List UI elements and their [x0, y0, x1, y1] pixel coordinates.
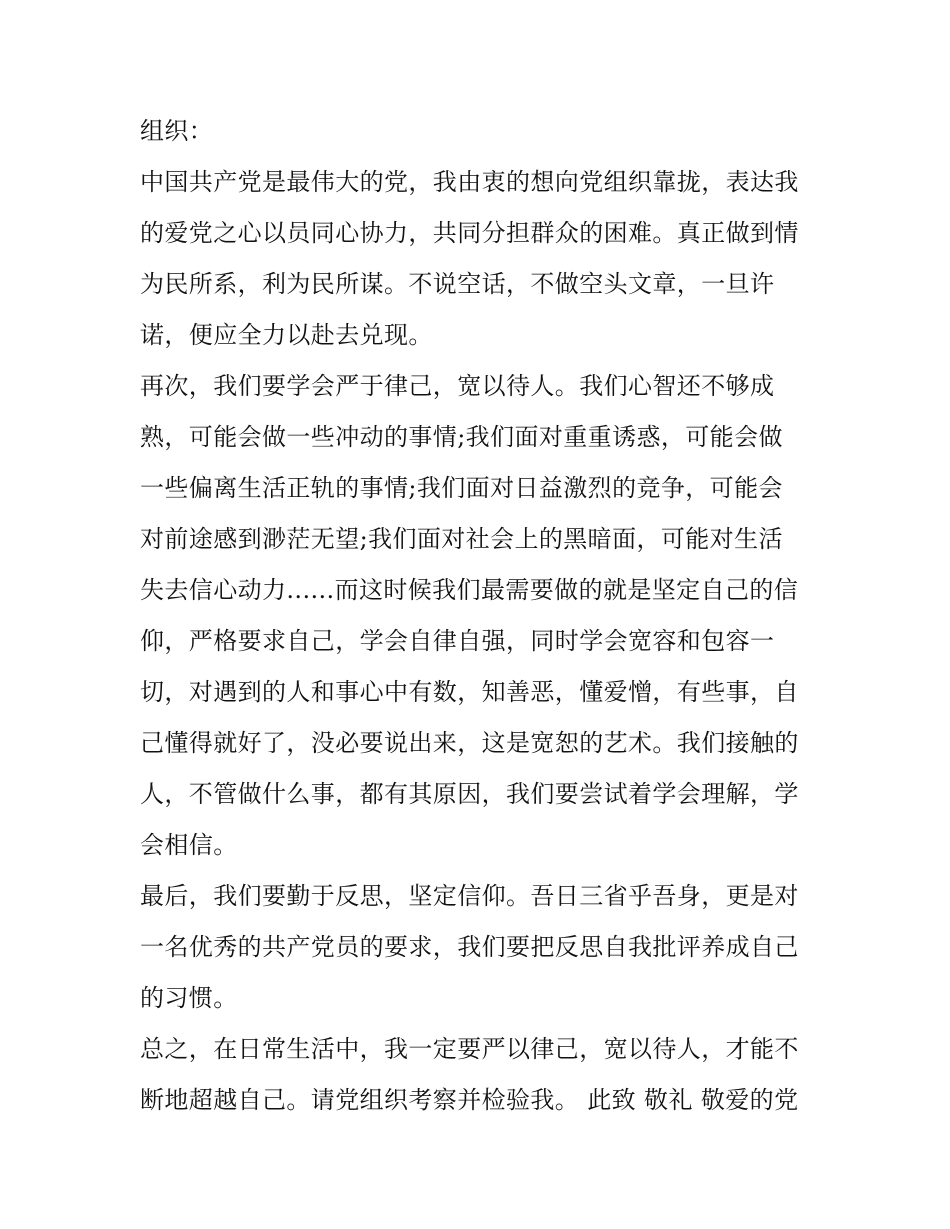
- text-line: 己懂得就好了，没必要说出来，这是宽恕的艺术。我们接触的: [140, 729, 799, 757]
- text-line: 再次，我们要学会严于律己，宽以待人。我们心智还不够成: [140, 372, 775, 400]
- document-body: [140, 106, 820, 1126]
- text-line: 会相信。: [140, 831, 238, 859]
- text-line: 诺，便应全力以赴去兑现。: [140, 321, 433, 349]
- text-line: 断地超越自己。请党组织考察并检验我。 此致 敬礼 敬爱的党: [140, 1086, 799, 1114]
- text-line: 仰，严格要求自己，学会自律自强，同时学会宽容和包容一: [140, 627, 775, 655]
- text-line: 切，对遇到的人和事心中有数，知善恶，懂爱憎，有些事，自: [140, 678, 799, 706]
- text-line: 失去信心动力......而这时候我们最需要做的就是坚定自己的信: [140, 576, 799, 604]
- text-line: 最后，我们要勤于反思，坚定信仰。吾日三省乎吾身，更是对: [140, 882, 799, 910]
- text-line: 一名优秀的共产党员的要求，我们要把反思自我批评养成自己: [140, 933, 799, 961]
- text-line: 人，不管做什么事，都有其原因，我们要尝试着学会理解，学: [140, 780, 799, 808]
- text-line: 的爱党之心以员同心协力，共同分担群众的困难。真正做到情: [140, 219, 799, 247]
- text-line: 中国共产党是最伟大的党，我由衷的想向党组织靠拢，表达我: [140, 168, 799, 196]
- text-line: 为民所系，利为民所谋。不说空话，不做空头文章，一旦许: [140, 270, 775, 298]
- text-line: 的习惯。: [140, 984, 238, 1012]
- text-line: 总之，在日常生活中，我一定要严以律己，宽以待人，才能不: [140, 1035, 799, 1063]
- text-line: 熟，可能会做一些冲动的事情;我们面对重重诱惑，可能会做: [140, 423, 783, 451]
- text-line: 一些偏离生活正轨的事情;我们面对日益激烈的竞争，可能会: [140, 474, 783, 502]
- text-line: 组织：: [140, 117, 214, 145]
- text-line: 对前途感到渺茫无望;我们面对社会上的黑暗面，可能对生活: [140, 525, 783, 553]
